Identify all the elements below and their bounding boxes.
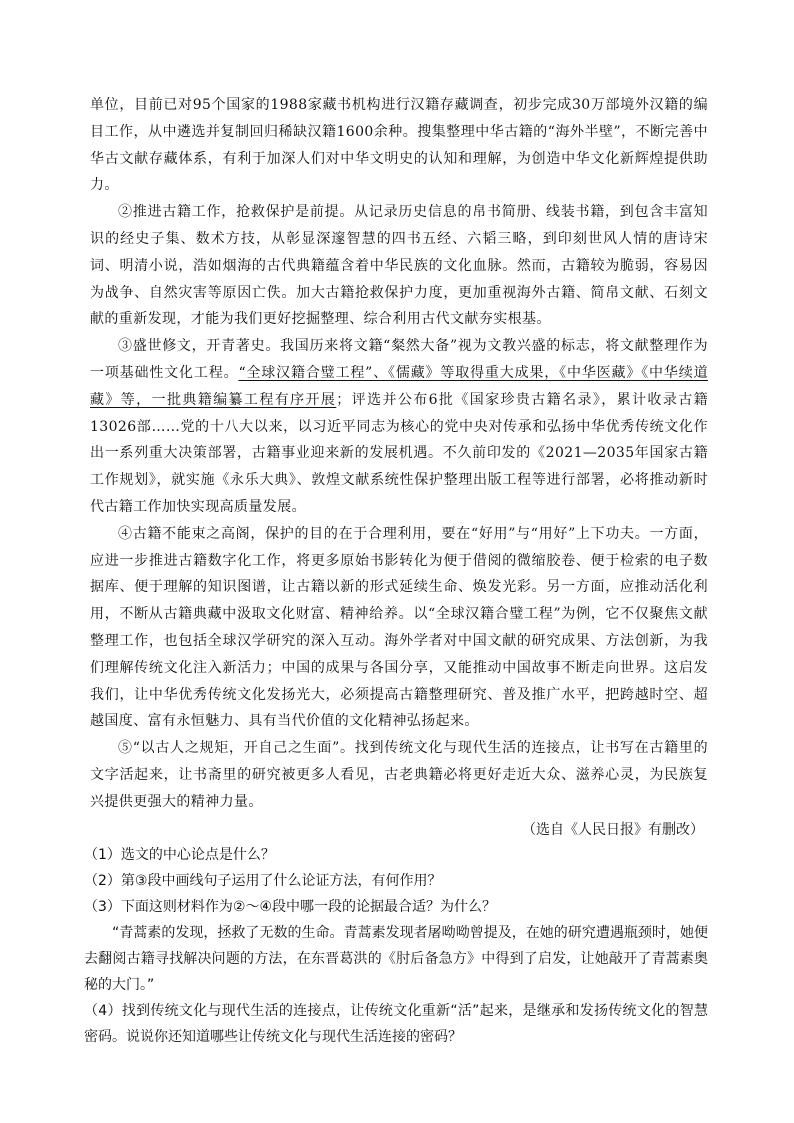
paragraph-2: ②推进古籍工作，抢救保护是前提。从记录历史信息的帛书简册、线装书籍，到包含丰富知识的经史子集、数术方技，从彰显深邃智慧的四书五经、六韬三略，到印刻世风人情的唐诗宋词、明清小说，浩如烟海的古代典籍蕴含着中华民族的文化血脉。然而，古籍较为脆弱，容易因为战争、自然灾害等原因亡佚。加大古籍抢救保护力度，更加重视海外古籍、简帛文献、石刻文献的重新发现，才能为我们更好挖掘整理、综合利用古代文献夯实根基。 bbox=[90, 204, 708, 328]
paragraph-continued: 单位，目前已对95个国家的1988家藏书机构进行汉籍存藏调查，初步完成30万部境外汉籍的编目工作，从中遴选并复制回归稀缺汉籍1600余种。搜集整理中华古籍的“海外半壁”，不断完善中华古文献存藏体系，有利于加深人们对中华文明史的认知和理解，为创造中华文化新辉煌提供助力。 bbox=[90, 97, 708, 194]
paragraph-3-intro: ③盛世修文，开青著史。我国历来将文籍“粲然大备”视为文教兴盛的标志，将文献整理作为一项基础性文化工程。 bbox=[90, 338, 708, 381]
paragraph-3-rest: ；评选并公布6批《国家珍贵古籍名录》，累计收录古籍13026部……党的十八大以来，以习近平同志为核心的党中央对传承和弘扬中华优秀传统文化作出一系列重大决策部署，古籍事业迎来新的发展机遇。不久前印发的《2021—2035年国家古籍工作规划》，就实施《永乐大典》、敦煌文献系统性保护整理出版工程等进行部署，必将推动新时代古籍工作加快实现高质量发展。 bbox=[90, 391, 708, 515]
question-3: （3）下面这则材料作为②～④段中哪一段的论据最合适？为什么？ bbox=[84, 898, 497, 915]
question-1: （1）选文的中心论点是什么？ bbox=[84, 846, 275, 863]
questions-section bbox=[84, 842, 708, 1050]
article-body bbox=[90, 92, 708, 816]
paragraph-5: ⑤“以古人之规矩，开自己之生面”。找到传统文化与现代生活的连接点，让书写在古籍里的文字活起来，让书斋里的研究被更多人看见，古老典籍必将更好走近大众、滋养心灵，为民族复兴提供更强大的精神力量。 bbox=[90, 740, 708, 810]
underlined-sentence: “全球汉籍合璧工程”、《儒藏》等取得重大成果，《中华医藏》《中华续道藏》等，一批典籍编纂工程有序开展 bbox=[90, 364, 708, 408]
question-4: （4）找到传统文化与现代生活的连接点，让传统文化重新“活”起来，是继承和发扬传统文化的智慧密码。说说你还知道哪些让传统文化与现代生活连接的密码？ bbox=[84, 1002, 708, 1045]
paragraph-3 bbox=[90, 333, 708, 521]
question-2: （2）第③段中画线句子运用了什么论证方法，有何作用？ bbox=[84, 872, 442, 889]
article-source: （选自《人民日报》有删改） bbox=[522, 821, 704, 838]
document-page bbox=[84, 92, 708, 1050]
paragraph-4: ④古籍不能束之高阁，保护的目的在于合理利用，要在“好用”与“用好”上下功夫。一方面，应进一步推进古籍数字化工作，将更多原始书影转化为便于借阅的微缩胶卷、便于检索的电子数据库、便于理解的知识图谱，让古籍以新的形式延续生命、焕发光彩。另一方面，应推动活化利用，不断从古籍典藏中汲取文化财富、精神给养。以“全球汉籍合璧工程”为例，它不仅聚焦文献整理工作，也包括全球汉学研究的深入互动。海外学者对中国文献的研究成果、方法创新，为我们理解传统文化注入新活力；中国的成果与各国分享，又能推动中国故事不断走向世界。这启发我们，让中华优秀传统文化发扬光大，必须提高古籍整理研究、普及推广水平，把跨越时空、超越国度、富有永恒魅力、具有当代价值的文化精神弘扬起来。 bbox=[90, 525, 708, 730]
question-3-material: “青蒿素的发现，拯救了无数的生命。青蒿素发现者屠呦呦曾提及，在她的研究遭遇瓶颈时，她便去翻阅古籍寻找解决问题的方法，在东晋葛洪的《肘后备急方》中得到了启发，让她敲开了青蒿素奥秘的大门。” bbox=[84, 924, 708, 993]
